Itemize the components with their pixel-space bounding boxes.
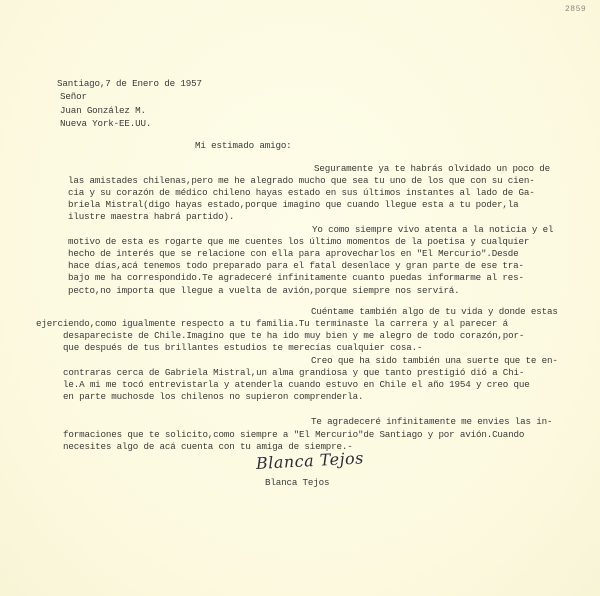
body-line: cia y su corazón de médico chileno hayas estado en sus últimos instantes al lado de Ga- <box>68 187 535 198</box>
body-line: pecto,no importa que llegue a vuelta de avión,porque siempre nos servirá. <box>68 285 460 296</box>
body-line: formaciones que te solicito,como siempre a "El Mercurio"de Santiago y por avión.Cuando <box>63 429 525 440</box>
body-line: le.A mi me tocó entrevistarla y atenderla cuando estuvo en Chile el año 1954 y creo que <box>63 379 530 390</box>
body-line: ejerciendo,como igualmente respecto a tu familia.Tu terminaste la carrera y al parecer á <box>36 318 508 329</box>
body-line: las amistades chilenas,pero me he alegrado mucho que sea tu uno de los que con su cien- <box>68 175 535 186</box>
recipient-location: Nueva York-EE.UU. <box>60 118 152 129</box>
body-line: motivo de esta es rogarte que me cuentes los último momentos de la poetisa y cualquier <box>68 236 530 247</box>
body-line: Yo como siempre vivo atenta a la noticia y el <box>312 224 554 235</box>
body-line: en parte muchosde los chilenos no supieron comprenderla. <box>63 391 364 402</box>
date-line: Santiago,7 de Enero de 1957 <box>57 78 202 89</box>
body-line: hecho de interés que se relacione con ella para aprovecharlos en "El Mercurio".Desde <box>68 248 519 259</box>
document-number: 2859 <box>565 5 587 14</box>
body-line: que después de tus brillantes estudios te merecías cualquier cosa.- <box>63 342 423 353</box>
handwritten-signature: Blanca Tejos <box>255 448 365 473</box>
body-line: necesites algo de acá cuenta con tu amiga de siempre.- <box>63 441 353 452</box>
body-line: Cuéntame también algo de tu vida y donde estas <box>311 306 558 317</box>
body-line: hace días,acá tenemos todo preparado para el fatal desenlace y gran parte de ese tra- <box>68 260 524 271</box>
body-line: bajo me ha correspondido.Te agradeceré infinitamente cuanto puedas informarme al res- <box>68 272 524 283</box>
salutation: Mi estimado amigo: <box>195 140 292 151</box>
body-line: Seguramente ya te habrás olvidado un poco de <box>314 163 550 174</box>
body-line: briela Mistral(digo hayas estado,porque imagino que cuando llegue esta a tu poder,la <box>68 199 519 210</box>
recipient-title: Señor <box>60 91 87 102</box>
body-line: desapareciste de Chile.Imagino que te ha ido muy bien y me alegro de todo corazón,por- <box>63 330 525 341</box>
body-line: contraras cerca de Gabriela Mistral,un alma grandiosa y que tanto prestigió dió a Chi- <box>63 367 525 378</box>
recipient-name: Juan González M. <box>60 105 146 116</box>
body-line: Te agradeceré infinitamente me envies las in- <box>311 416 553 427</box>
body-line: Creo que ha sido también una suerte que te en- <box>311 355 558 366</box>
typed-signature-name: Blanca Tejos <box>265 477 330 488</box>
body-line: ilustre maestra habrá partido). <box>68 211 235 222</box>
